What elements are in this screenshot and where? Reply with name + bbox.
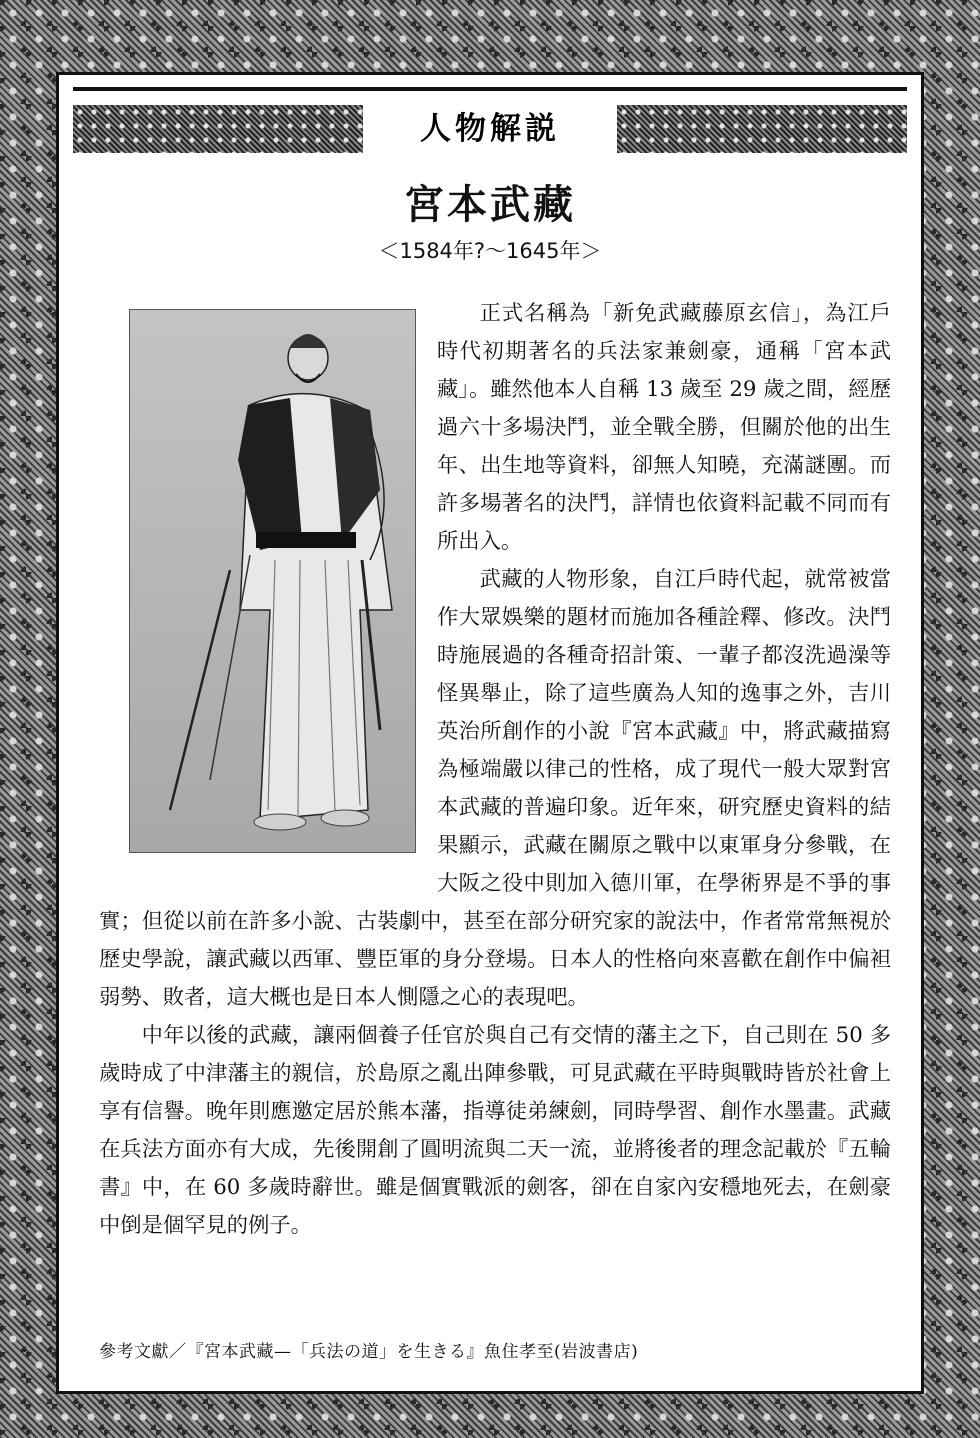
- section-banner: [73, 105, 907, 153]
- paragraph: 武藏的人物形象，自江戶時代起，就常被當作大眾娛樂的題材而施加各種詮釋、修改。決鬥時施展過的各種奇招計策、一輩子都沒洗過澡等怪異舉止，除了這些廣為人知的逸事之外，吉川英治所創作的小說『宮本武藏』中，將武藏描寫為極端嚴以律己的性格，成了現代一般大眾對宮本武藏的普遍印象。近年來，研究歷史資料的結果顯示，武藏在關原之戰中以東軍身分參戰，在大阪之役中則加入德川軍，在學術界是不爭的事實；但從以前在許多小說、古裝劇中，甚至在部分研究家的說法中，作者常常無視於歷史學說，讓武藏以西軍、豐臣軍的身分登場。日本人的性格向來喜歡在創作中偏袒弱勢、敗者，這大概也是日本人惻隱之心的表現吧。: [99, 567, 891, 1010]
- top-rule: [73, 87, 907, 91]
- person-name-title: 宮本武藏: [404, 181, 576, 228]
- banner-pattern-left: [73, 105, 363, 153]
- section-label: 人物解説: [420, 111, 560, 147]
- article-body: [99, 295, 891, 1245]
- life-dates: ＜1584年?～1645年＞: [378, 239, 602, 263]
- banner-pattern-right: [617, 105, 907, 153]
- reference-citation: 參考文獻／『宮本武藏—「兵法の道」を生きる』魚住孝至(岩波書店): [99, 1342, 639, 1362]
- article-panel: [56, 72, 924, 1394]
- paragraph: 正式名稱為「新免武藏藤原玄信」，為江戶時代初期著名的兵法家兼劍豪，通稱「宮本武藏」。雖然他本人自稱 13 歲至 29 歲之間，經歷過六十多場決鬥，並全戰全勝，但關於他的出生年、出生地等資料，卻無人知曉，充滿謎團。而許多場著名的決鬥，詳情也依資料記載不同而有所出入。: [437, 301, 891, 554]
- paragraph: 中年以後的武藏，讓兩個養子任官於與自己有交情的藩主之下，自己則在 50 多歲時成了中津藩主的親信，於島原之亂出陣參戰，可見武藏在平時與戰時皆於社會上享有信譽。晚年則應邀定居於熊本藩，指導徒弟練劍，同時學習、創作水墨畫。武藏在兵法方面亦有大成，先後開創了圓明流與二天一流，並將後者的理念記載於『五輪書』中，在 60 多歲時辭世。雖是個實戰派的劍客，卻在自家內安穩地死去，在劍豪中倒是個罕見的例子。: [99, 1023, 891, 1238]
- portrait-spacer: [99, 295, 437, 877]
